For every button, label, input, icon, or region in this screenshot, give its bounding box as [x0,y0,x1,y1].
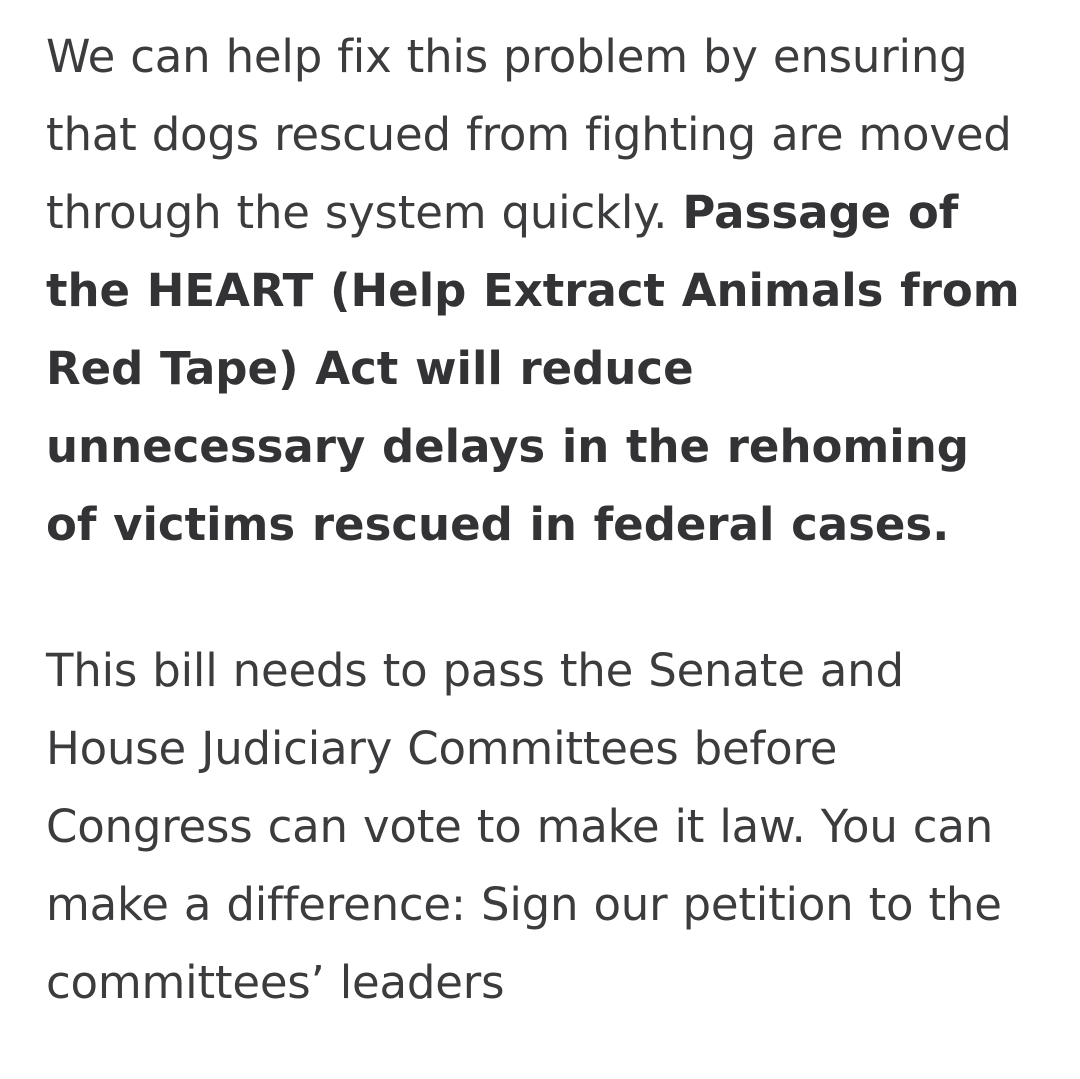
paragraph-2: This bill needs to pass the Senate and House Judiciary Committees before Congress can vote to make it law. You can make a difference: Sign our petition to the committees’ leaders [46,644,1002,1009]
paragraph-1-bold-text: Passage of the HEART (Help Extract Animals from Red Tape) Act will reduce unnecessary delays in the rehoming of victims rescued in federal cases. [46,186,1020,551]
paragraph-1-normal-text: We can help fix this problem by ensuring that dogs rescued from fighting are moved through the system quickly. [46,30,1012,239]
paragraph-1 [46,18,1024,564]
